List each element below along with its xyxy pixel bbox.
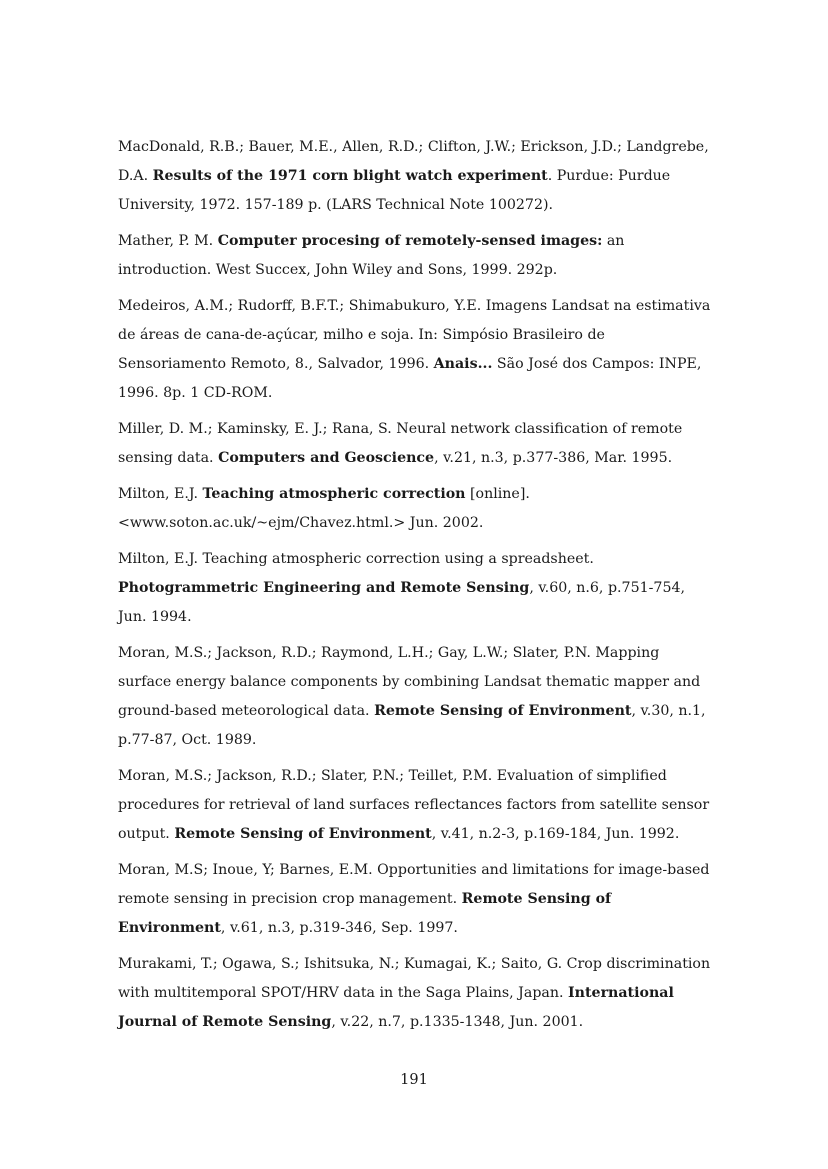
reference-text: , v.22, n.7, p.1335-1348, Jun. 2001.: [331, 1014, 584, 1030]
reference-title: Anais...: [433, 356, 493, 372]
reference-title: International Journal of Remote Sensing: [118, 985, 674, 1030]
reference-text: , v.30, n.1, p.77-87, Oct. 1989.: [118, 703, 706, 748]
reference-title: Remote Sensing of Environment: [174, 826, 432, 842]
reference-title: Photogrammetric Engineering and Remote Sensing: [118, 580, 530, 596]
reference-entry: [118, 545, 716, 632]
page-number: 191: [400, 1072, 428, 1088]
reference-text: . Purdue: Purdue University, 1972. 157-189 p. (LARS Technical Note 100272).: [118, 168, 671, 213]
reference-text: Murakami, T.; Ogawa, S.; Ishitsuka, N.; Kumagai, K.; Saito, G. Crop discrimination with multitemporal SPOT/HRV data in the Saga Plains, Japan.: [118, 956, 711, 1001]
reference-text: São José dos Campos: INPE, 1996. 8p. 1 CD-ROM.: [118, 356, 702, 401]
reference-entry: [118, 133, 716, 220]
reference-title: Computer procesing of remotely-sensed images:: [217, 233, 603, 249]
reference-entry: [118, 480, 716, 538]
reference-text: , v.61, n.3, p.319-346, Sep. 1997.: [220, 920, 458, 936]
reference-title: Teaching atmospheric correction: [202, 486, 466, 502]
reference-text: Moran, M.S; Inoue, Y; Barnes, E.M. Opportunities and limitations for image-based remote sensing in precision crop management.: [118, 862, 710, 907]
reference-title: Computers and Geoscience: [218, 450, 435, 466]
reference-title: Remote Sensing of Environment: [374, 703, 632, 719]
reference-entry: [118, 950, 716, 1037]
reference-title: Results of the 1971 corn blight watch experiment: [152, 168, 548, 184]
reference-text: Medeiros, A.M.; Rudorff, B.F.T.; Shimabukuro, Y.E. Imagens Landsat na estimativa de áreas de cana-de-açúcar, milho e soja. In: Simpósio Brasileiro de Sensoriamento Remoto, 8., Salvador, 1996.: [118, 298, 711, 372]
reference-list: [118, 133, 716, 1044]
reference-entry: [118, 415, 716, 473]
reference-text: , v.60, n.6, p.751-754, Jun. 1994.: [118, 580, 686, 625]
reference-text: Miller, D. M.; Kaminsky, E. J.; Rana, S. Neural network classification of remote sensing data.: [118, 421, 683, 466]
reference-entry: [118, 856, 716, 943]
reference-text: , v.41, n.2-3, p.169-184, Jun. 1992.: [431, 826, 680, 842]
reference-text: , v.21, n.3, p.377-386, Mar. 1995.: [434, 450, 673, 466]
reference-text: Milton, E.J.: [118, 486, 203, 502]
reference-entry: [118, 762, 716, 849]
reference-title: Remote Sensing of Environment: [118, 891, 612, 936]
reference-text: MacDonald, R.B.; Bauer, M.E., Allen, R.D.; Clifton, J.W.; Erickson, J.D.; Landgrebe, D.A.: [118, 139, 709, 184]
reference-text: Mather, P. M.: [118, 233, 218, 249]
reference-text: Milton, E.J. Teaching atmospheric correction using a spreadsheet.: [118, 551, 594, 567]
reference-text: an introduction. West Succex, John Wiley and Sons, 1999. 292p.: [118, 233, 625, 278]
reference-text: [online]. <www.soton.ac.uk/~ejm/Chavez.html.> Jun. 2002.: [118, 486, 530, 531]
reference-entry: [118, 639, 716, 755]
reference-text: Moran, M.S.; Jackson, R.D.; Slater, P.N.; Teillet, P.M. Evaluation of simplified procedures for retrieval of land surfaces reflectances factors from satellite sensor output.: [118, 768, 710, 842]
reference-text: Moran, M.S.; Jackson, R.D.; Raymond, L.H.; Gay, L.W.; Slater, P.N. Mapping surface energy balance components by combining Landsat thematic mapper and ground-based meteorological data.: [118, 645, 701, 719]
reference-entry: [118, 292, 716, 408]
reference-entry: [118, 227, 716, 285]
